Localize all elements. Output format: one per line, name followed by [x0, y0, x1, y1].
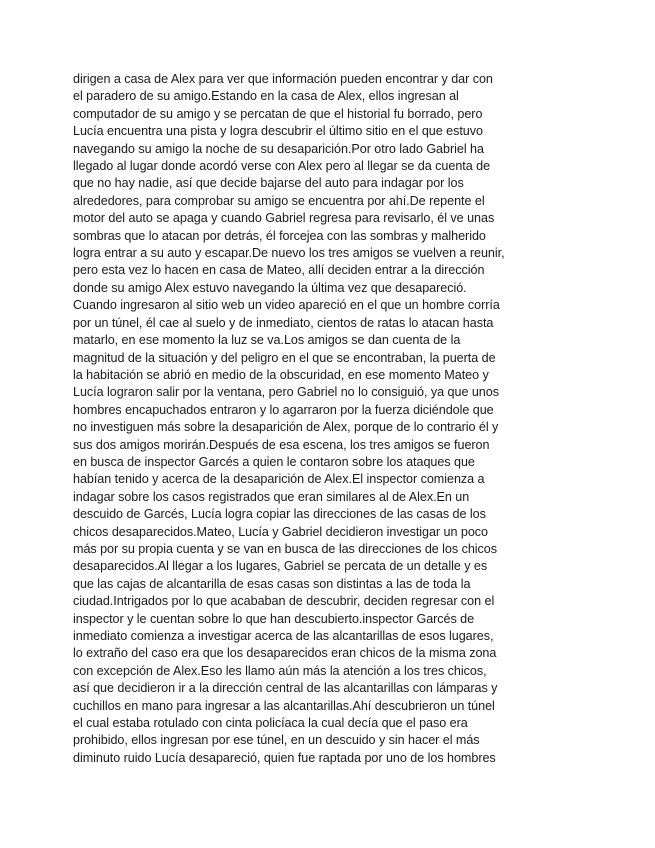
text-line: indagar sobre los casos registrados que eran similares al de Alex.En un: [73, 489, 470, 504]
text-line: la habitación se abrió en medio de la obscuridad, en ese momento Mateo y: [73, 367, 489, 382]
text-line: que no hay nadie, así que decide bajarse del auto para indagar por los: [73, 176, 464, 191]
text-line: inspector y le cuentan sobre lo que han descubierto.inspector Garcés de: [73, 611, 475, 626]
text-line: inmediato comienza a investigar acerca de las alcantarillas de esos lugares,: [73, 629, 494, 643]
text-line: navegando su amigo la noche de su desaparición.Por otro lado Gabriel ha: [73, 141, 484, 156]
text-line: prohibido, ellos ingresan por ese túnel, en un descuido y sin hacer el más: [73, 733, 480, 748]
text-line: donde su amigo Alex estuvo navegando la última vez que desapareció.: [73, 280, 467, 295]
text-line: logra entrar a su auto y escapar.De nuevo los tres amigos se vuelven a reunir,: [73, 246, 505, 261]
text-line: por un túnel, él cae al suelo y de inmediato, cientos de ratas lo atacan hasta: [73, 315, 494, 330]
text-line: sus dos amigos morirán.Después de esa escena, los tres amigos se fueron: [73, 437, 490, 452]
text-line: pero esta vez lo hacen en casa de Mateo, allí deciden entrar a la dirección: [73, 263, 485, 278]
body-text: [73, 71, 543, 767]
text-line: Lucía lograron salir por la ventana, pero Gabriel no lo consiguió, ya que unos: [73, 385, 499, 400]
text-line: en busca de inspector Garcés a quien le contaron sobre los ataques que: [73, 454, 475, 469]
text-line: así que decidieron ir a la dirección central de las alcantarillas con lámparas y: [73, 681, 498, 696]
text-line: lo extraño del caso era que los desaparecidos eran chicos de la misma zona: [73, 646, 497, 661]
text-line: ciudad.Intrigados por lo que acababan de descubrir, deciden regresar con el: [73, 594, 495, 609]
text-line: más por su propia cuenta y se van en busca de las direcciones de los chicos: [73, 541, 497, 556]
text-line: habían tenido y acerca de la desaparición de Alex.El inspector comienza a: [73, 472, 485, 487]
text-line: con excepción de Alex.Eso les llamo aún más la atención a los tres chicos,: [73, 663, 487, 678]
text-line: el cual estaba rotulado con cinta policíaca la cual decía que el paso era: [73, 716, 468, 731]
text-line: diminuto ruido Lucía desapareció, quien fue raptada por uno de los hombres: [73, 750, 496, 765]
text-line: Lucía encuentra una pista y logra descubrir el último sitio en el que estuvo: [73, 124, 483, 139]
text-line: chicos desaparecidos.Mateo, Lucía y Gabriel decidieron investigar un poco: [73, 524, 488, 539]
text-line: alrededores, para comprobar su amigo se encuentra por ahí.De repente el: [73, 193, 485, 208]
text-line: matarlo, en ese momento la luz se va.Los amigos se dan cuenta de la: [73, 333, 461, 348]
text-line: desaparecidos.Al llegar a los lugares, Gabriel se percata de un detalle y es: [73, 559, 488, 574]
text-line: descuido de Garcés, Lucía logra copiar las direcciones de las casas de los: [73, 507, 486, 522]
text-line: computador de su amigo y se percatan de que el historial fu borrado, pero: [73, 106, 483, 121]
text-line: el paradero de su amigo.Estando en la casa de Alex, ellos ingresan al: [73, 89, 459, 104]
text-line: llegado al lugar donde acordó verse con Alex pero al llegar se da cuenta de: [73, 159, 491, 174]
text-line: magnitud de la situación y del peligro en el que se encontraban, la puerta de: [73, 350, 496, 365]
text-line: Cuando ingresaron al sitio web un video apareció en el que un hombre corría: [73, 298, 500, 313]
text-line: que las cajas de alcantarilla de esas casas son distintas a las de toda la: [73, 576, 471, 591]
text-line: hombres encapuchados entraron y lo agarraron por la fuerza diciéndole que: [73, 402, 494, 417]
text-line: cuchillos en mano para ingresar a las alcantarillas.Ahí descubrieron un túnel: [73, 698, 495, 713]
text-line: dirigen a casa de Alex para ver que información pueden encontrar y dar con: [73, 72, 493, 86]
text-line: no investiguen más sobre la desaparición de Alex, porque de lo contrario él y: [73, 420, 499, 435]
text-line: motor del auto se apaga y cuando Gabriel regresa para revisarlo, él ve unas: [73, 211, 495, 226]
text-line: sombras que lo atacan por detrás, él forcejea con las sombras y malherido: [73, 228, 486, 243]
